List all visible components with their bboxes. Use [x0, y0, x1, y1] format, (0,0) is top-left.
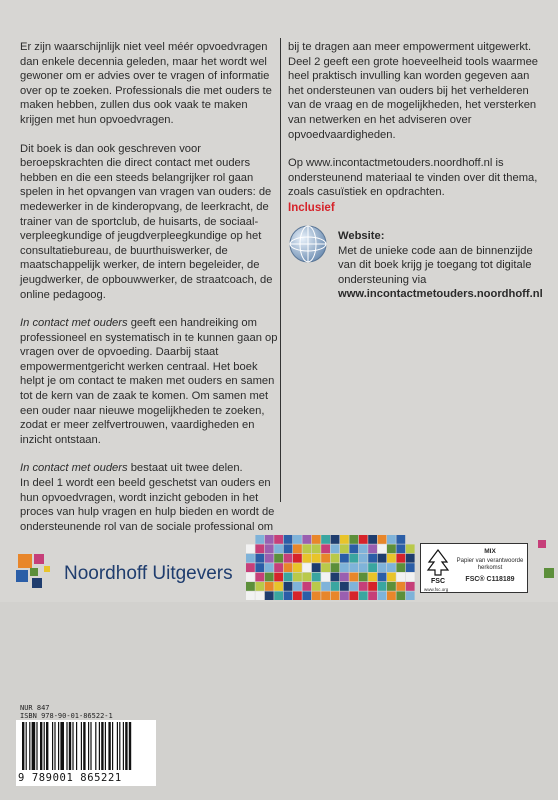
barcode-bar	[58, 722, 59, 770]
intro-paragraph: Er zijn waarschijnlijk niet veel méér opvoedvragen dan enkele decennia geleden, maar het wordt wel gewoner om er advies over te vragen of informatie over op te zoeken. Professionals die met ouders te maken hebben, zullen dus ook vaak te maken krijgen met hun opvoedvragen.	[20, 41, 272, 126]
barcode-bar	[22, 722, 24, 770]
mosaic-tile	[378, 573, 387, 582]
mosaic-tile	[312, 573, 321, 582]
mosaic-tile	[368, 573, 377, 582]
fsc-paper-text: Papier van verantwoorde herkomst	[456, 558, 524, 571]
barcode-bar	[108, 722, 110, 770]
barcode-bar	[88, 722, 89, 770]
mosaic-tile	[340, 563, 349, 572]
barcode-bar	[66, 722, 67, 770]
mosaic-tile	[378, 582, 387, 591]
fsc-www: www.fsc.org	[424, 587, 449, 592]
mosaic-tile	[246, 582, 255, 591]
mosaic-tile	[340, 544, 349, 553]
mosaic-tile	[321, 563, 330, 572]
barcode-bar	[125, 722, 127, 770]
mosaic-tile	[321, 544, 330, 553]
mosaic-tile	[312, 554, 321, 563]
mosaic-tile	[302, 591, 311, 600]
website-title: Website:	[338, 230, 385, 242]
mosaic-tile	[396, 563, 405, 572]
mosaic-tile	[293, 582, 302, 591]
mosaic-tile	[246, 544, 255, 553]
mosaic-tile	[368, 591, 377, 600]
mosaic-tile	[359, 544, 368, 553]
mosaic-tile	[387, 591, 396, 600]
barcode-bar	[119, 722, 120, 770]
mosaic-tile	[246, 573, 255, 582]
mosaic-tile	[265, 544, 274, 553]
mosaic-tile	[349, 563, 358, 572]
mosaic-tile	[284, 563, 293, 572]
mosaic-tile	[340, 582, 349, 591]
mosaic-tile	[406, 563, 415, 572]
mosaic-tile	[359, 582, 368, 591]
approach-text: geeft een handreiking om professioneel en systematisch in te kunnen gaan op vragen over de opvoeding. Daarbij staat empowermentgericht werken centraal. Het boek helpt je om contact te maken met ouders en samen tot de kern van de zaak te komen. Om samen met een ouder naar nieuwe mogelijkheden te zoeken, zodat er meer zelfvertrouwen, vaardigheden en inzicht ontstaan.	[20, 317, 278, 446]
structure-text: In deel 1 wordt een beeld geschetst van ouders en hun opvoedvragen, wordt inzicht geboden in het proces van hulp vragen en hulp bieden en wordt de ondersteunende rol van de sociale professional om	[20, 477, 275, 533]
barcode-bar	[69, 722, 71, 770]
mosaic-tile	[396, 573, 405, 582]
mosaic-tile	[340, 591, 349, 600]
mosaic-tile	[255, 554, 264, 563]
mosaic-tile	[274, 544, 283, 553]
mosaic-tile	[349, 573, 358, 582]
mosaic-tile	[255, 535, 264, 544]
barcode-bar	[81, 722, 82, 770]
mosaic-tile	[331, 544, 340, 553]
mosaic-tile	[284, 573, 293, 582]
fsc-mix: MIX	[484, 548, 496, 555]
nur-code: NUR 847	[20, 704, 50, 712]
mosaic-tile	[265, 535, 274, 544]
mosaic-tile	[378, 544, 387, 553]
mosaic-tile	[265, 554, 274, 563]
mosaic-tile	[349, 535, 358, 544]
mosaic-tile	[312, 535, 321, 544]
mosaic-tile	[302, 582, 311, 591]
barcode-bar	[40, 722, 42, 770]
fsc-label	[420, 543, 528, 593]
barcode-bar	[29, 722, 30, 770]
mosaic-tile	[331, 573, 340, 582]
mosaic-tile	[302, 554, 311, 563]
mosaic-tile	[359, 535, 368, 544]
mosaic-tile	[246, 591, 255, 600]
mosaic-tile	[359, 563, 368, 572]
barcode-bar	[129, 722, 131, 770]
barcode-bars	[22, 722, 150, 772]
mosaic-tile	[284, 591, 293, 600]
mosaic-tile	[368, 535, 377, 544]
mosaic-tile	[387, 582, 396, 591]
mosaic-tile	[246, 563, 255, 572]
decorative-square	[544, 568, 554, 578]
mosaic-tile	[302, 535, 311, 544]
inclusief-heading: Inclusief	[288, 202, 335, 214]
fsc-tree-icon	[425, 548, 451, 586]
fsc-code: FSC® C118189	[465, 576, 515, 583]
book-codes	[20, 704, 113, 720]
barcode-bar	[26, 722, 27, 770]
mosaic-tile	[255, 544, 264, 553]
barcode-bar	[117, 722, 118, 770]
mosaic-tile	[255, 563, 264, 572]
barcode-bar	[60, 722, 64, 770]
mosaic-tile	[368, 544, 377, 553]
mosaic-tile	[274, 573, 283, 582]
mosaic-tile	[321, 535, 330, 544]
fsc-logo-text: FSC	[431, 578, 445, 585]
mosaic-tile	[387, 573, 396, 582]
website-block	[338, 229, 548, 302]
mosaic-tile	[396, 535, 405, 544]
book-title-ref: In contact met ouders	[20, 462, 128, 475]
barcode-bar	[90, 722, 91, 770]
mosaic-tile	[349, 582, 358, 591]
mosaic-tile	[368, 554, 377, 563]
mosaic-tile	[284, 554, 293, 563]
publisher-name: Noordhoff Uitgevers	[64, 563, 233, 584]
mosaic-tile	[293, 573, 302, 582]
mosaic-tile	[293, 544, 302, 553]
globe-icon	[288, 224, 328, 264]
mosaic-tile	[293, 591, 302, 600]
mosaic-tile	[302, 563, 311, 572]
mosaic-tile	[265, 573, 274, 582]
barcode-bar	[101, 722, 103, 770]
mosaic-tile	[331, 535, 340, 544]
mosaic-tile	[396, 544, 405, 553]
mosaic-tile	[331, 591, 340, 600]
isbn-code: ISBN 978-90-01-86522-1	[20, 712, 113, 720]
mosaic-tile	[312, 563, 321, 572]
mosaic-tile	[255, 582, 264, 591]
mosaic-tile	[265, 563, 274, 572]
right-column	[288, 40, 540, 214]
decorative-square	[538, 540, 546, 548]
mosaic-tile	[349, 591, 358, 600]
mosaic-tile	[321, 582, 330, 591]
mosaic-tile	[302, 544, 311, 553]
mosaic-tile	[255, 591, 264, 600]
mosaic-tile	[255, 573, 264, 582]
barcode-bar	[105, 722, 106, 770]
mosaic-tile	[331, 582, 340, 591]
mosaic-tile	[378, 563, 387, 572]
barcode-bar	[112, 722, 113, 770]
mosaic-tile	[368, 563, 377, 572]
mosaic-tile	[293, 554, 302, 563]
barcode-bar	[72, 722, 73, 770]
barcode-bar	[95, 722, 96, 770]
mosaic-tile	[321, 591, 330, 600]
left-column	[20, 40, 278, 534]
mosaic-tile	[274, 563, 283, 572]
barcode-bar	[83, 722, 85, 770]
mosaic-tile	[406, 573, 415, 582]
structure-paragraph	[20, 461, 278, 534]
mosaic-tile	[349, 544, 358, 553]
barcode-bar	[76, 722, 77, 770]
mosaic-tile	[387, 554, 396, 563]
mosaic-tile	[378, 591, 387, 600]
barcode-bar	[52, 722, 53, 770]
book-title-ref: In contact met ouders	[20, 317, 128, 330]
mosaic-tile	[274, 535, 283, 544]
mosaic-tile	[284, 535, 293, 544]
mosaic-tile	[312, 544, 321, 553]
mosaic-tile	[274, 591, 283, 600]
mosaic-tile	[406, 591, 415, 600]
website-paragraph: Op www.incontactmetouders.noordhoff.nl is ondersteunend materiaal te vinden over dit thema, zoals casuïstiek en opdrachten.	[288, 157, 538, 199]
mosaic-tile	[406, 582, 415, 591]
mosaic-tile	[340, 554, 349, 563]
mosaic-tile	[378, 535, 387, 544]
mosaic-tile	[274, 554, 283, 563]
mosaic-tile	[340, 573, 349, 582]
mosaic-tile	[302, 573, 311, 582]
barcode-bar	[123, 722, 124, 770]
barcode-bar	[46, 722, 48, 770]
mosaic-tile	[274, 582, 283, 591]
mosaic-tile	[387, 535, 396, 544]
mosaic-tile	[321, 554, 330, 563]
mosaic-tile	[321, 573, 330, 582]
barcode-digits: 9 789001 865221	[18, 772, 122, 784]
structure-intro: bestaat uit twee delen.	[127, 462, 243, 475]
mosaic-tile	[312, 591, 321, 600]
website-url: www.incontactmetouders.noordhoff.nl	[338, 288, 543, 301]
colour-mosaic	[246, 535, 416, 600]
mosaic-tile	[406, 544, 415, 553]
mosaic-tile	[265, 591, 274, 600]
continuation-paragraph: bij te dragen aan meer empowerment uitgewerkt. Deel 2 geeft een grote hoeveelheid tools waarmee heel praktisch invulling kan worden gegeven aan het ondersteunen van ouders bij het verhelderen van de vraag en de mogelijkheden, het versterken van netwerken en het adviseren over opvoedvaardigheden.	[288, 41, 539, 141]
mosaic-tile	[359, 573, 368, 582]
mosaic-tile	[387, 563, 396, 572]
mosaic-tile	[284, 582, 293, 591]
website-description: Met de unieke code aan de binnenzijde van dit boek krijg je toegang tot digitale ondersteuning via	[338, 244, 533, 286]
mosaic-tile	[293, 563, 302, 572]
approach-paragraph	[20, 316, 278, 447]
mosaic-tile	[378, 554, 387, 563]
mosaic-tile	[387, 544, 396, 553]
barcode-bar	[54, 722, 55, 770]
mosaic-tile	[359, 554, 368, 563]
barcode-bar	[99, 722, 100, 770]
barcode	[16, 720, 156, 786]
noordhoff-logo-icon	[14, 552, 54, 592]
column-divider	[280, 38, 281, 502]
mosaic-tile	[340, 535, 349, 544]
mosaic-tile	[396, 591, 405, 600]
mosaic-tile	[265, 582, 274, 591]
mosaic-tile	[331, 554, 340, 563]
mosaic-tile	[331, 563, 340, 572]
mosaic-tile	[284, 544, 293, 553]
barcode-bar	[44, 722, 45, 770]
mosaic-tile	[396, 554, 405, 563]
mosaic-tile	[312, 582, 321, 591]
mosaic-tile	[406, 554, 415, 563]
mosaic-tile	[396, 582, 405, 591]
mosaic-tile	[246, 554, 255, 563]
mosaic-tile	[359, 591, 368, 600]
mosaic-tile	[293, 535, 302, 544]
mosaic-tile	[349, 554, 358, 563]
audience-paragraph: Dit boek is dan ook geschreven voor beroepskrachten die direct contact met ouders hebben en die een steeds belangrijker rol gaan spelen in het opvangen van vragen van ouders: de medewerker in de kinderopvang, de leerkracht, de trainer van de sportclub, de huisarts, de sociaal-verpleegkundige of jeugdverpleegkundige op het consultatiebureau, de buurthuiswerker, de maatschappelijk werker, de intern begeleider, de jeugdwerker, de opbouwwerker, de straatcoach, de online pedagoog.	[20, 142, 273, 301]
mosaic-tile	[368, 582, 377, 591]
barcode-bar	[32, 722, 36, 770]
barcode-bar	[36, 722, 37, 770]
